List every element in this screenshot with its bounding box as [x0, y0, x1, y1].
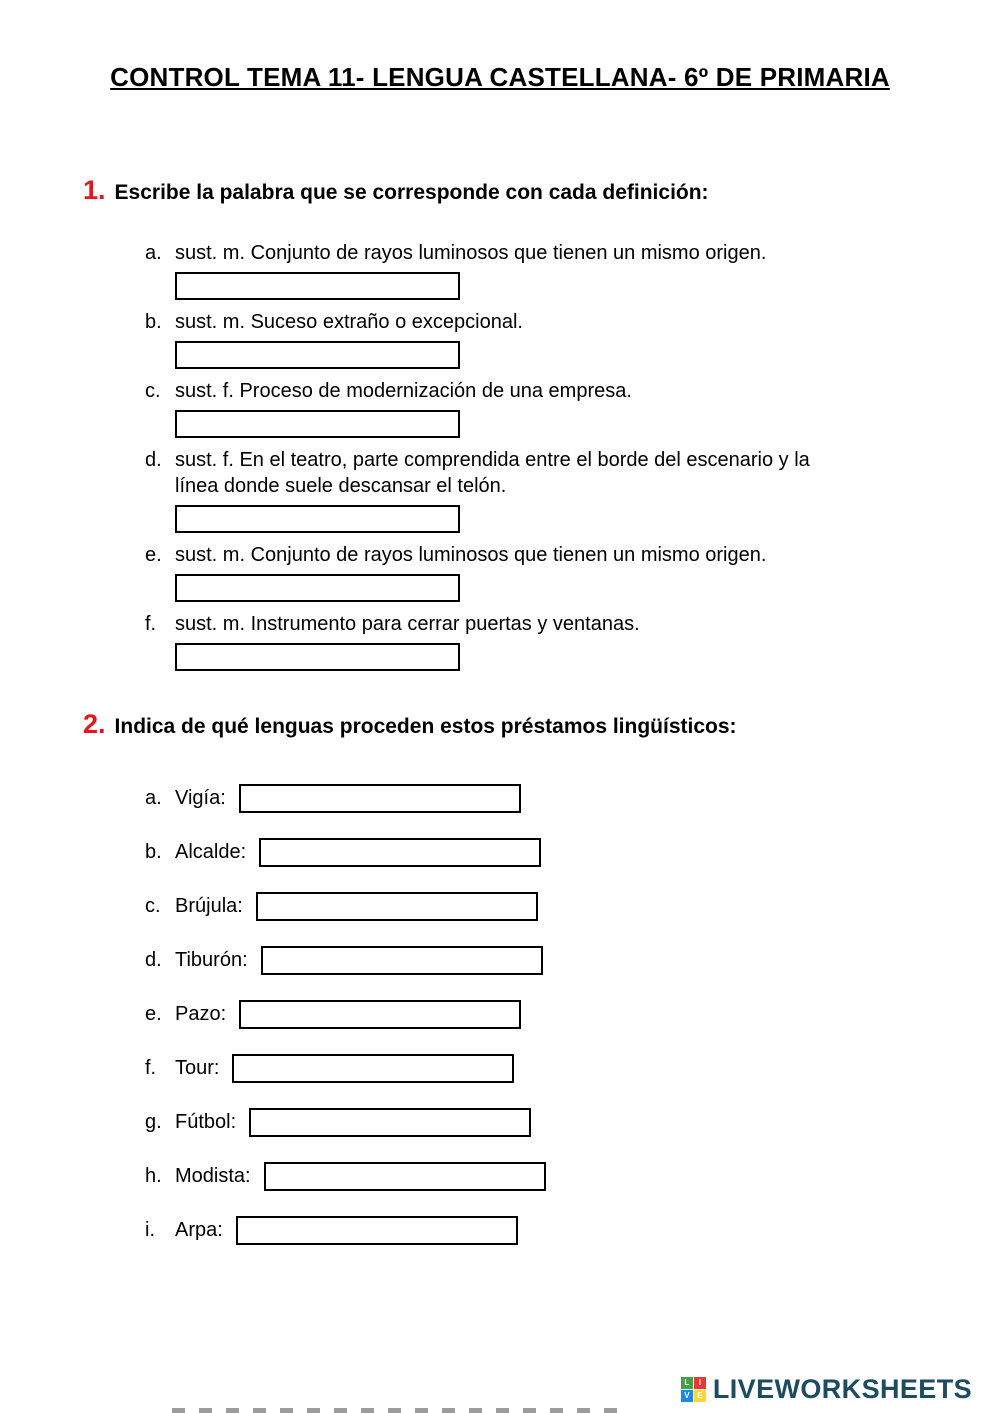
definition-answer-input-d[interactable] [175, 505, 460, 533]
item-letter: i. [145, 1219, 155, 1241]
item-letter: c. [145, 895, 161, 917]
item-letter: f. [145, 1057, 157, 1079]
liveworksheets-brand [681, 1374, 972, 1405]
definition-answer-input-c[interactable] [175, 410, 460, 438]
loanword-item-g [145, 1108, 1000, 1137]
item-letter: f. [145, 613, 157, 635]
loanword-answer-input-b[interactable] [259, 838, 541, 867]
section-2-heading-text: Indica de qué lenguas proceden estos préstamos lingüísticos: [114, 715, 737, 738]
loanword-answer-input-e[interactable] [239, 1000, 521, 1029]
liveworksheets-logo-icon [681, 1377, 706, 1402]
item-letter: e. [145, 1003, 162, 1025]
loanword-label: Brújula: [175, 895, 243, 917]
logo-square: I [694, 1377, 706, 1389]
definition-text: sust. m. Conjunto de rayos luminosos que tienen un mismo origen. [175, 242, 767, 264]
definition-text: sust. m. Conjunto de rayos luminosos que tienen un mismo origen. [175, 544, 767, 566]
loanword-item-d [145, 946, 1000, 975]
loanword-item-a [145, 784, 1000, 813]
loanword-item-e [145, 1000, 1000, 1029]
logo-square: E [694, 1390, 706, 1402]
loanword-label: Fútbol: [175, 1111, 237, 1133]
definition-item-e [145, 542, 1000, 602]
loanword-label: Tour: [175, 1057, 220, 1079]
cropped-text-fragment [172, 1408, 627, 1413]
loanword-label: Tiburón: [175, 949, 248, 971]
definitions-list [145, 240, 1000, 671]
section-1-number: 1. [83, 175, 106, 205]
item-letter: b. [145, 311, 162, 333]
loanword-item-i [145, 1216, 1000, 1245]
section-2-heading [83, 709, 1000, 740]
loanword-answer-input-f[interactable] [232, 1054, 514, 1083]
loanwords-list [145, 784, 1000, 1245]
definition-answer-input-a[interactable] [175, 272, 460, 300]
definition-text: sust. f. En el teatro, parte comprendida entre el borde del escenario y la línea donde suele descansar el telón. [175, 449, 810, 497]
loanword-item-c [145, 892, 1000, 921]
loanword-label: Arpa: [175, 1219, 223, 1241]
definition-answer-input-b[interactable] [175, 341, 460, 369]
loanword-item-f [145, 1054, 1000, 1083]
item-letter: d. [145, 449, 162, 471]
loanword-answer-input-a[interactable] [239, 784, 521, 813]
loanword-item-b [145, 838, 1000, 867]
loanword-label: Vigía: [175, 787, 226, 809]
item-letter: a. [145, 787, 162, 809]
logo-square: V [681, 1390, 693, 1402]
loanword-answer-input-i[interactable] [236, 1216, 518, 1245]
definition-item-d [145, 447, 1000, 533]
item-letter: h. [145, 1165, 162, 1187]
loanword-answer-input-g[interactable] [249, 1108, 531, 1137]
item-letter: d. [145, 949, 162, 971]
definition-answer-input-e[interactable] [175, 574, 460, 602]
definition-item-f [145, 611, 1000, 671]
definition-item-b [145, 309, 1000, 369]
item-letter: c. [145, 380, 161, 402]
logo-square: L [681, 1377, 693, 1389]
loanword-answer-input-h[interactable] [264, 1162, 546, 1191]
item-letter: a. [145, 242, 162, 264]
section-1-heading [83, 175, 1000, 206]
page-title [0, 0, 1000, 93]
brand-name: LIVEWORKSHEETS [712, 1374, 972, 1404]
definition-text: sust. f. Proceso de modernización de una empresa. [175, 380, 632, 402]
item-letter: g. [145, 1111, 162, 1133]
definition-answer-input-f[interactable] [175, 643, 460, 671]
section-1-heading-text: Escribe la palabra que se corresponde con cada definición: [114, 181, 709, 204]
definition-text: sust. m. Suceso extraño o excepcional. [175, 311, 523, 333]
definition-text: sust. m. Instrumento para cerrar puertas y ventanas. [175, 613, 640, 635]
loanword-item-h [145, 1162, 1000, 1191]
loanword-label: Alcalde: [175, 841, 247, 863]
definition-item-c [145, 378, 1000, 438]
loanword-answer-input-c[interactable] [256, 892, 538, 921]
section-2-number: 2. [83, 709, 106, 739]
item-letter: e. [145, 544, 162, 566]
page-title-text: CONTROL TEMA 11- LENGUA CASTELLANA- 6º DE PRIMARIA [110, 62, 890, 92]
loanword-label: Pazo: [175, 1003, 227, 1025]
definition-item-a [145, 240, 1000, 300]
loanword-label: Modista: [175, 1165, 251, 1187]
item-letter: b. [145, 841, 162, 863]
loanword-answer-input-d[interactable] [261, 946, 543, 975]
